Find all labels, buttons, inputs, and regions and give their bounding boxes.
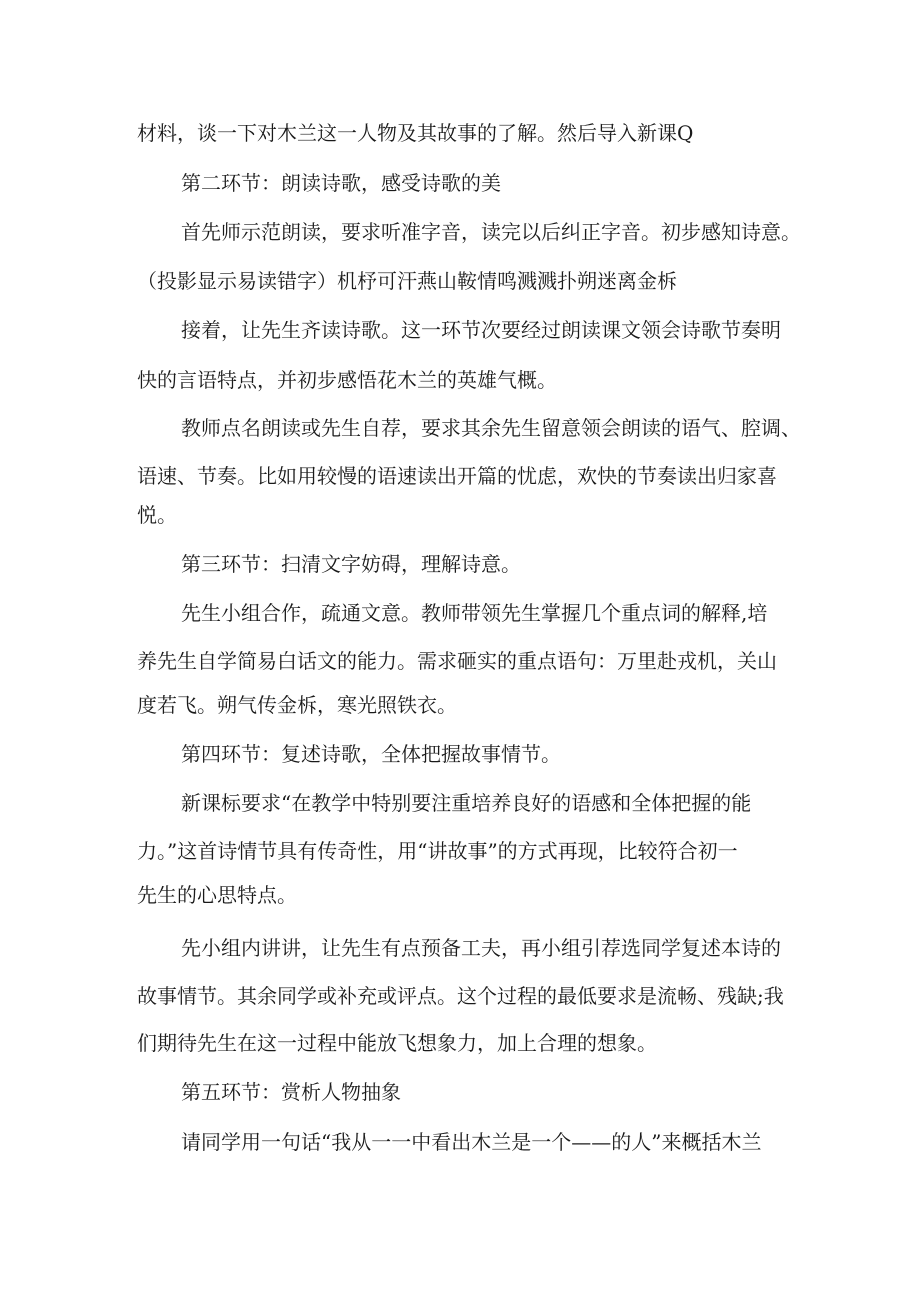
paragraph-line-16: 力。”这首诗情节具有传奇性，用“讲故事”的方式再现，比较符合初一 [137,839,738,863]
paragraph-line-3: 首先师示范朗读，要求听准字音，读完以后纠正字音。初步感知诗意。 [181,220,801,244]
paragraph-line-9: 悦。 [137,503,177,527]
section-heading-4: 第四环节：复述诗歌，全体把握故事情节。 [181,742,561,766]
section-heading-3: 第三环节：扫清文字妨碍，理解诗意。 [181,552,521,576]
paragraph-line-13: 度若飞。朔气传金柝，寒光照铁衣。 [137,693,457,717]
paragraph-line-19: 故事情节。其余同学或补充或评点。这个过程的最低要求是流畅、残缺;我 [137,984,784,1008]
section-heading-2: 第二环节：朗读诗歌，感受诗歌的美 [181,171,501,195]
section-heading-5: 第五环节：赏析人物抽象 [181,1080,401,1104]
paragraph-line-7: 教师点名朗读或先生自荐，要求其余先生留意领会朗读的语气、腔调、 [181,416,801,440]
paragraph-line-1: 材料，谈一下对木兰这一人物及其故事的了解。然后导入新课Q [137,121,694,145]
paragraph-line-4: （投影显示易读错字）机杼可汗燕山鞍情鸣溅溅扑朔迷离金柝 [137,269,677,293]
paragraph-line-5: 接着，让先生齐读诗歌。这一环节次要经过朗读课文领会诗歌节奏明 [181,318,781,342]
paragraph-line-20: 们期待先生在这一过程中能放飞想象力，加上合理的想象。 [137,1031,657,1055]
paragraph-line-22: 请同学用一句话“我从一一中看出木兰是一个——的人”来概括木兰 [181,1130,762,1154]
paragraph-line-12: 养先生自学简易白话文的能力。需求砸实的重点语句：万里赴戎机，关山 [137,649,777,673]
paragraph-line-17: 先生的心思特点。 [137,883,297,907]
paragraph-line-18: 先小组内讲讲，让先生有点预备工夫，再小组引荐选同学复述本诗的 [181,936,781,960]
paragraph-line-11: 先生小组合作，疏通文意。教师带领先生掌握几个重点词的解释,培 [181,601,768,625]
paragraph-line-6: 快的言语特点，并初步感悟花木兰的英雄气概。 [137,368,557,392]
paragraph-line-8: 语速、节奏。比如用较慢的语速读出开篇的忧虑，欢快的节奏读出归家喜 [137,464,777,488]
paragraph-line-15: 新课标要求“在教学中特别要注重培养良好的语感和全体把握的能 [181,791,752,815]
